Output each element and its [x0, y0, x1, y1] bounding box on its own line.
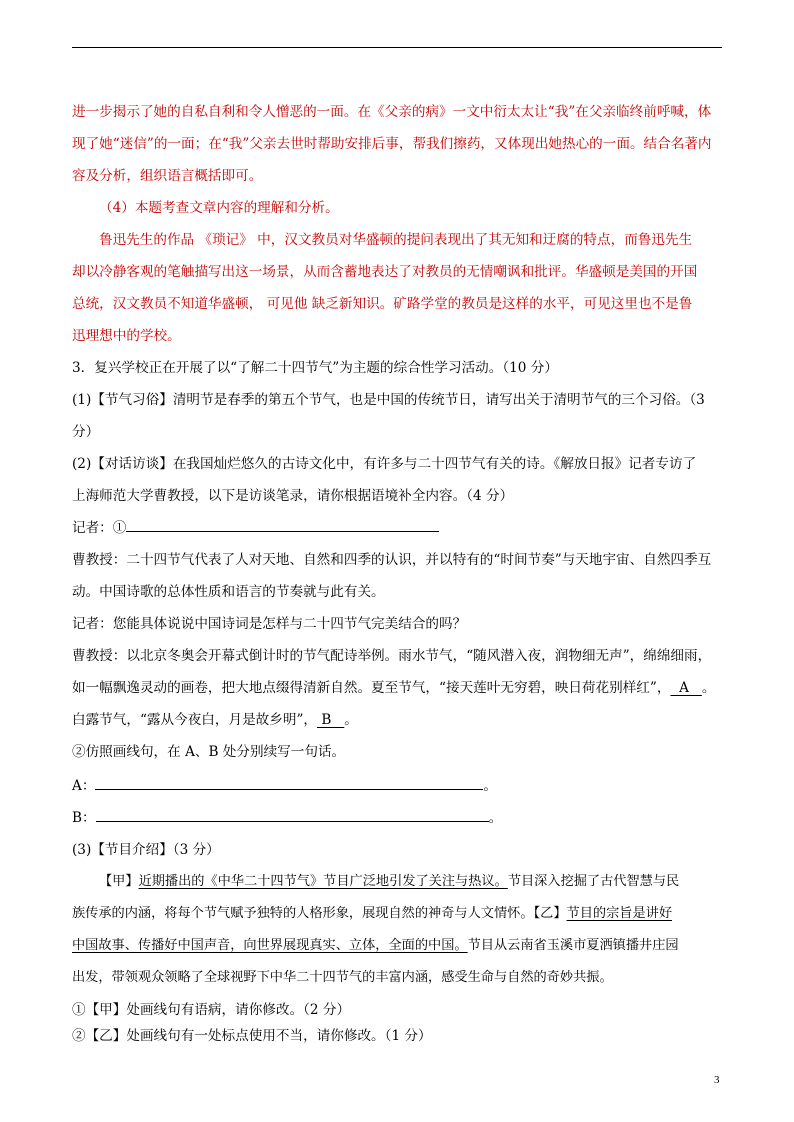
professor-line-2-cont: 如一幅飘逸灵动的画卷，把大地点缀得清新自然。夏至节气，“接天莲叶无穷碧，映日荷花别样红”， A 。: [72, 680, 716, 696]
reporter-line-2: 记者：您能具体说说中国诗词是怎样与二十四节气完美结合的吗？: [72, 616, 467, 632]
analysis-line: 鲁迅先生的作品 《琐记》 中，汉文教员对华盛顿的提问表现出了其无知和迂腐的特点，而鲁迅先生: [99, 232, 693, 248]
answer-blank-1[interactable]: [126, 517, 439, 532]
passage-line-1: 【甲】近期播出的《中华二十四节气》节目广泛地引发了关注与热议。节目深入挖掘了古代智慧与民: [99, 874, 680, 889]
imitation-task: ②仿照画线句，在 A、B 处分别续写一句话。: [72, 744, 346, 760]
header-rule: [72, 47, 722, 48]
analysis-line: 进一步揭示了她的自私自利和令人憎恶的一面。在《父亲的病》一文中衍太太让“我”在父亲临终前呼喊，体: [72, 104, 712, 120]
program-passage: [72, 866, 722, 994]
subquestion-3: (3)【节目介绍】（3 分）: [72, 842, 220, 858]
passage-line-2: 族传承的内涵，将每个节气赋予独特的人格形象，展现自然的神奇与人文情怀。【乙】节目的宗旨是讲好: [72, 906, 673, 921]
reporter-line-1: [72, 512, 722, 544]
professor-line-2-end: 白露节气，“露从今夜白，月是故乡明”， B 。: [72, 712, 358, 728]
professor-line-1: 曹教授：二十四节气代表了人对天地、自然和四季的认识，并以特有的“时间节奏”与天地宇宙、自然四季互: [72, 552, 712, 568]
underlined-sentence-yi-cont: 中国故事、传播好中国声音，向世界展现真实、立体，全面的中国。: [72, 938, 468, 953]
analysis-line: 却以冷静客观的笔触描写出这一场景，从而含蓄地表达了对教员的无情嘲讽和批评。华盛顿是美国的开国: [72, 264, 698, 280]
passage-question-1: ①【甲】处画线句有语病，请你修改。（2 分）: [72, 1002, 351, 1018]
analysis-line: 迅理想中的学校。: [72, 328, 181, 344]
underlined-sentence-yi: 节目的宗旨是讲好: [566, 906, 673, 921]
professor-line-2: 曹教授：以北京冬奥会开幕式倒计时的节气配诗举例。雨水节气，“随风潜入夜，润物细无声”，绵绵细雨，: [72, 648, 712, 664]
question-3-stem: 3．复兴学校正在开展了以“了解二十四节气”为主题的综合性学习活动。（10 分）: [72, 360, 558, 376]
subquestion-1-cont: 分）: [72, 424, 100, 440]
page-content: [72, 96, 722, 1052]
answer-analysis: [72, 96, 722, 352]
analysis-line: 容及分析，组织语言概括即可。: [72, 168, 263, 184]
underlined-sentence-jia: 近期播出的《中华二十四节气》节目广泛地引发了关注与热议。: [138, 874, 508, 889]
analysis-line: 总统，汉文教员不知道华盛顿， 可见他 缺乏新知识。矿路学堂的教员是这样的水平，可见这里也不是鲁: [72, 296, 693, 312]
answer-blank-a[interactable]: [95, 775, 483, 790]
subquestion-2: (2)【对话访谈】在我国灿烂悠久的古诗文化中，有许多与二十四节气有关的诗。《解放日报》记者专访了: [72, 456, 697, 472]
passage-line-3: 中国故事、传播好中国声音，向世界展现真实、立体，全面的中国。节目从云南省玉溪市夏洒镇播井庄园: [72, 938, 679, 953]
reporter-label: 记者：①: [72, 520, 127, 536]
analysis-line: 现了她“迷信”的一面；在“我”父亲去世时帮助安排后事，帮我们擦药，又体现出她热心的一面。结合名著内: [72, 136, 712, 152]
passage-question-2: ②【乙】处画线句有一处标点使用不当，请你修改。（1 分）: [72, 1028, 432, 1044]
subquestion-2-cont: 上海师范大学曹教授，以下是访谈笔录，请你根据语境补全内容。（4 分）: [72, 488, 514, 504]
blank-b[interactable]: B: [317, 712, 345, 728]
answer-line-b: B： 。: [72, 802, 722, 834]
blank-a[interactable]: A: [670, 680, 702, 696]
subquestion-1: (1)【节气习俗】清明节是春季的第五个节气，也是中国的传统节日，请写出关于清明节气的三个习俗。（3: [72, 392, 705, 408]
answer-line-a: A： 。: [72, 770, 722, 802]
passage-line-4: 出发，带领观众领略了全球视野下中华二十四节气的丰富内涵，感受生命与自然的奇妙共振。: [72, 970, 613, 985]
analysis-item-4: （4）本题考查文章内容的理解和分析。: [99, 200, 339, 216]
professor-line-1-cont: 动。中国诗歌的总体性质和语言的节奏就与此有关。: [72, 584, 385, 600]
answer-blank-b[interactable]: [96, 807, 489, 822]
page-number: 3: [714, 1074, 720, 1086]
